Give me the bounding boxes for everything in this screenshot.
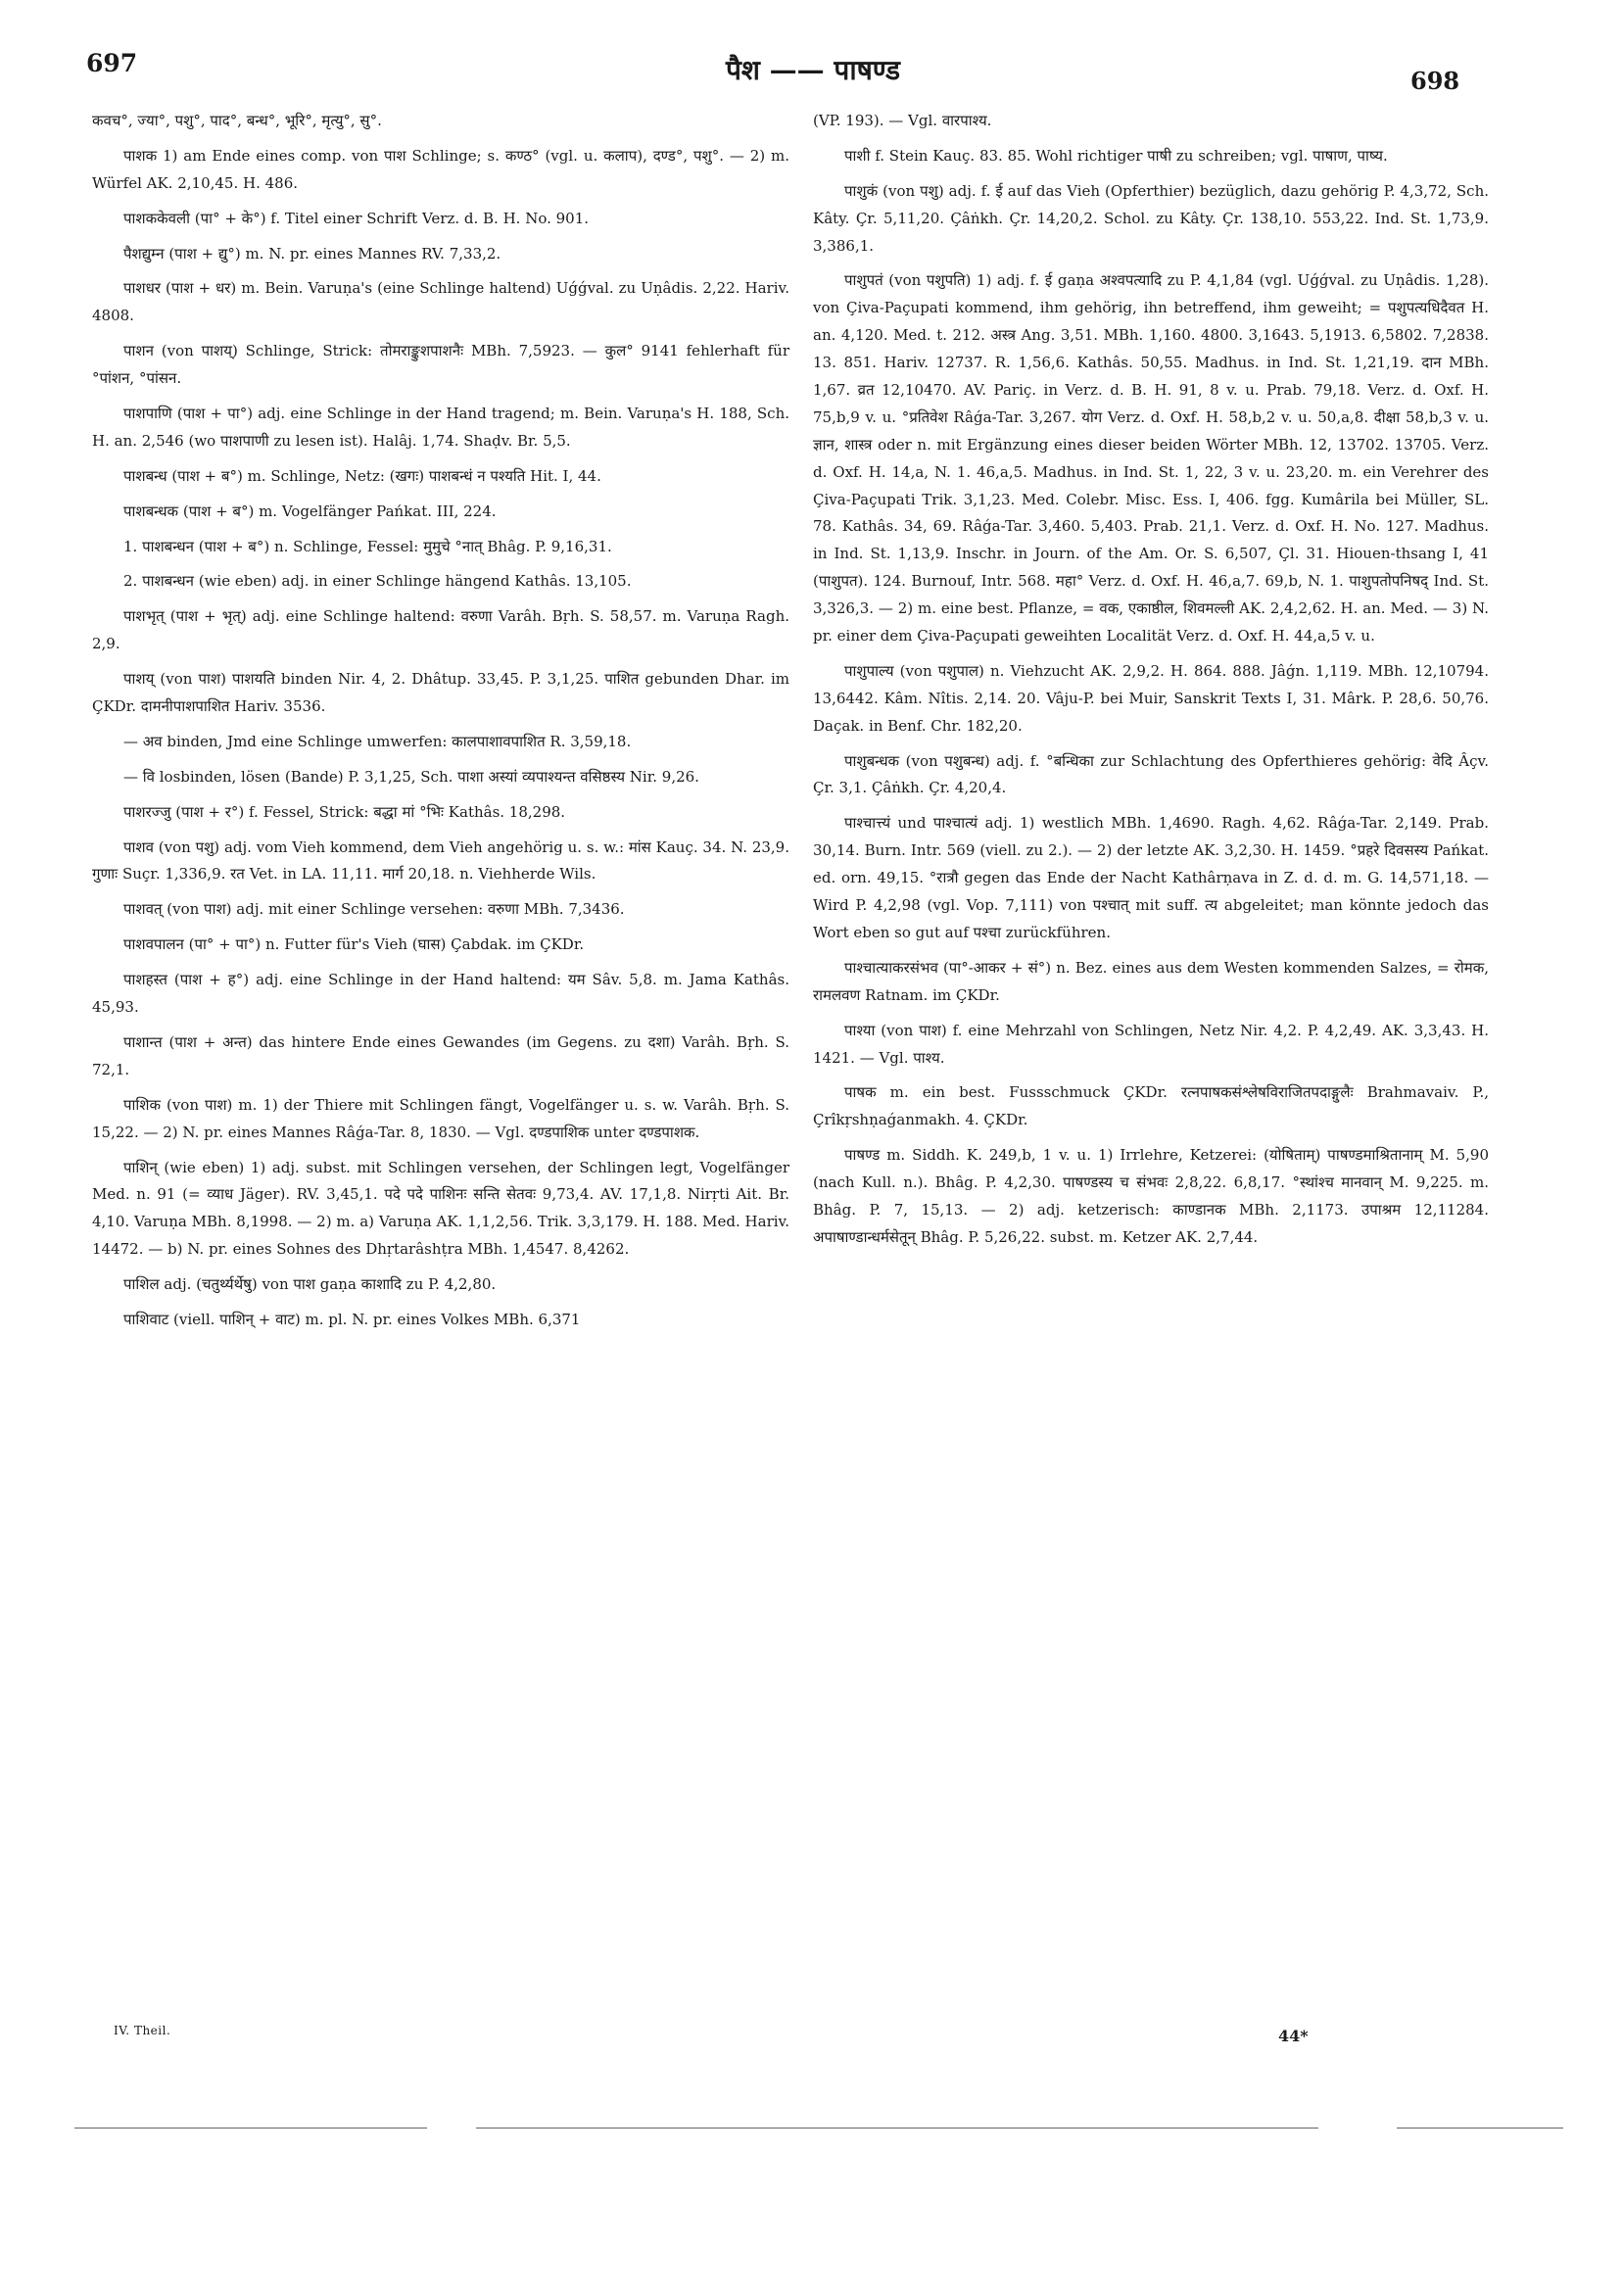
- page-number-left: 697: [86, 49, 138, 77]
- dictionary-entry: पाशिवाट (viell. पाशिन् + वाट) m. pl. N. pr. eines Volkes MBh. 6,371: [123, 1310, 581, 1328]
- dictionary-entry: पाशी f. Stein Kauç. 83. 85. Wohl richtiger पाषी zu schreiben; vgl. पाषाण, पाष्य.: [844, 146, 1388, 165]
- dictionary-entry: पाशुबन्धक (von पशुबन्ध) adj. f. °बन्धिका zur Schlachtung des Opferthieres gehörig: वेदि Âçv. Çr. 3,1. Çâṅkh. Çr. 4,20,4.: [813, 751, 1489, 797]
- dictionary-entry: पाशरज्जु (पाश + र°) f. Fessel, Strick: बद्धा मां °भिः Kathâs. 18,298.: [123, 802, 566, 821]
- dictionary-entry: पाशवत् (von पाश) adj. mit einer Schlinge versehen: वरुणा MBh. 7,3436.: [123, 900, 625, 919]
- dictionary-entry: पाश्या (von पाश) f. eine Mehrzahl von Schlingen, Netz Nir. 4,2. P. 4,2,49. AK. 3,3,43. H. 1421. — Vgl. पाश्य.: [813, 1021, 1489, 1067]
- right-column: [813, 108, 1489, 1260]
- bottom-rule: [1397, 2128, 1563, 2129]
- dictionary-entry: पाश्चात्त्यं und पाश्चात्यं adj. 1) westlich MBh. 1,4690. Ragh. 4,62. Râǵa-Tar. 2,149. Prab. 30,14. Burn. Intr. 569 (viell. zu 2.). — 2) der letzte AK. 3,2,30. H. 1459. °प्रहरे दिवसस्य Pańkat. ed. orn. 49,15. °रात्रौ gegen das Ende der Nacht Kathârṇava in Z. d. d. m. G. 14,571,18. — Wird P. 4,2,98 (vgl. Vop. 7,111) von पश्चात् mit suff. त्य abgeleitet; man könnte jedoch das Wort eben so gut auf पश्चा zurückführen.: [813, 814, 1489, 941]
- volume-note: IV. Theil.: [114, 2024, 171, 2037]
- dictionary-entry: पाशक 1) am Ende eines comp. von पाश Schlinge; s. कण्ठ° (vgl. u. कलाप), दण्ड°, पशु°. — 2) m. Würfel AK. 2,10,45. H. 486.: [92, 146, 789, 192]
- dictionary-entry: (VP. 193). — Vgl. वारपाश्य.: [813, 112, 992, 129]
- dictionary-entry: पाशबन्ध (पाश + ब°) m. Schlinge, Netz: (खगः) पाशबन्धं न पश्यति Hit. I, 44.: [123, 466, 601, 485]
- dictionary-entry: पाशहस्त (पाश + ह°) adj. eine Schlinge in der Hand haltend: यम Sâv. 5,8. m. Jama Kathâs. 45,93.: [92, 971, 789, 1017]
- dictionary-entry: पाशधर (पाश + धर) m. Bein. Varuṇa's (eine Schlinge haltend) Uǵǵval. zu Uṇâdis. 2,22. Hariv. 4808.: [92, 279, 789, 325]
- dictionary-entry: पाशान्त (पाश + अन्त) das hintere Ende eines Gewandes (im Gegens. zu दशा) Varâh. Bṛh. S. 72,1.: [92, 1032, 789, 1078]
- running-head: पैश —— पाषण्ड: [725, 54, 901, 86]
- left-column: [92, 108, 789, 1342]
- dictionary-entry: पाशुपतं (von पशुपति) 1) adj. f. ई gaṇa अश्वपत्यादि zu P. 4,1,84 (vgl. Uǵǵval. zu Uṇâdis. 1,28). von Çiva-Paçupati kommend, ihm gehörig, ihn betreffend, ihm geweiht; = पशुपत्यधिदैवत H. an. 4,120. Med. t. 212. अस्त्र Ang. 3,51. MBh. 1,160. 4800. 3,1643. 5,1913. 6,5802. 7,2838. 13. 851. Hariv. 12737. R. 1,56,6. Kathâs. 50,55. Madhus. in Ind. St. 1,21,19. दान MBh. 1,67. व्रत 12,10470. AV. Pariç. in Verz. d. B. H. 91, 8 v. u. Prab. 79,18. Verz. d. Oxf. H. 75,b,9 v. u. °प्रतिवेश Râǵa-Tar. 3,267. योग Verz. d. Oxf. H. 58,b,2 v. u. 50,a,8. दीक्षा 58,b,3 v. u. ज्ञान, शास्त्र oder n. mit Ergänzung eines dieser beiden Wörter MBh. 12, 13702. 13705. Verz. d. Oxf. H. 14,a, N. 1. 46,a,5. Madhus. in Ind. St. 1, 22, 3 v. u. 23,20. m. ein Verehrer des Çiva-Paçupati Trik. 3,1,23. Med. Colebr. Misc. Ess. I, 406. fgg. Kumârila bei Müller, SL. 78. Kathâs. 34, 69. Râǵa-Tar. 3,460. 5,403. Prab. 21,1. Verz. d. Oxf. H. No. 127. Madhus. in Ind. St. 1,13,9. Inschr. in Journ. of the Am. Or. S. 6,507, Çl. 31. Hiouen-thsang I, 41 (पाशुपत). 124. Burnouf, Intr. 568. महा° Verz. d. Oxf. H. 46,a,7. 69,b, N. 1. पाशुपतोपनिषद् Ind. St. 3,326,3. — 2) m. eine best. Pflanze, = वक, एकाष्ठील, शिवमल्ली AK. 2,4,2,62. H. an. Med. — 3) N. pr. einer dem Çiva-Paçupati geweihten Localität Verz. d. Oxf. H. 44,a,5 v. u.: [813, 271, 1489, 646]
- dictionary-entry: पाशिन् (wie eben) 1) adj. subst. mit Schlingen versehen, der Schlingen legt, Vogelfänger Med. n. 91 (= व्याध Jäger). RV. 3,45,1. पदे पदे पाशिनः सन्ति सेतवः 9,73,4. AV. 17,1,8. Nirṛti Ait. Br. 4,10. Varuṇa MBh. 8,1998. — 2) m. a) Varuṇa AK. 1,1,2,56. Trik. 3,3,179. H. 188. Med. Hariv. 14472. — b) N. pr. eines Sohnes des Dhṛtarâshṭra MBh. 1,4547. 8,4262.: [92, 1158, 789, 1259]
- dictionary-entry: पाशिक (von पाश) m. 1) der Thiere mit Schlingen fängt, Vogelfänger u. s. w. Varâh. Bṛh. S. 15,22. — 2) N. pr. eines Mannes Râǵa-Tar. 8, 1830. — Vgl. दण्डपाशिक unter दण्डपाशक.: [92, 1095, 789, 1141]
- dictionary-entry: पाशभृत् (पाश + भृत्) adj. eine Schlinge haltend: वरुणा Varâh. Bṛh. S. 58,57. m. Varuṇa Ragh. 2,9.: [92, 607, 789, 653]
- bottom-rule: [476, 2128, 1318, 2129]
- bottom-rule: [74, 2128, 427, 2129]
- page-number-right: 698: [1410, 67, 1460, 95]
- dictionary-entry: पाशककेवली (पा° + के°) f. Titel einer Schrift Verz. d. B. H. No. 901.: [123, 209, 590, 227]
- dictionary-entry: पाशव (von पशु) adj. vom Vieh kommend, dem Vieh angehörig u. s. w.: मांस Kauç. 34. N. 23,9. गुणाः Suçr. 1,336,9. रत Vet. in LA. 11,11. मार्ग 20,18. n. Viehherde Wils.: [92, 837, 789, 884]
- dictionary-entry: 2. पाशबन्धन (wie eben) adj. in einer Schlinge hängend Kathâs. 13,105.: [123, 572, 632, 591]
- dictionary-entry: पाशन (von पाशय्) Schlinge, Strick: तोमराङ्कुशपाशनैः MBh. 7,5923. — कुल° 9141 fehlerhaft für °पांशन, °पांसन.: [92, 342, 789, 388]
- dictionary-entry: पाषण्ड m. Siddh. K. 249,b, 1 v. u. 1) Irrlehre, Ketzerei: (योषिताम्) पाषण्डमाश्रितानाम् M. 5,90 (nach Kull. n.). Bhâg. P. 4,2,30. पाषण्डस्य च संभवः 2,8,22. 6,8,17. °स्थांश्च मानवान् M. 9,225. m. Bhâg. P. 7, 15,13. — 2) adj. ketzerisch: काण्डानक MBh. 2,1173. उपाश्रम 12,11284. अपाषाण्डान्धर्मसेतून् Bhâg. P. 5,26,22. subst. m. Ketzer AK. 2,7,44.: [813, 1146, 1489, 1246]
- dictionary-entry: पाश्चात्याकरसंभव (पा°-आकर + सं°) n. Bez. eines aus dem Westen kommenden Salzes, = रोमक, रामलवण Ratnam. im ÇKDr.: [813, 958, 1489, 1004]
- dictionary-entry: पाशपाणि (पाश + पा°) adj. eine Schlinge in der Hand tragend; m. Bein. Varuṇa's H. 188, Sch. H. an. 2,546 (wo पाशपाणी zu lesen ist). Halâj. 1,74. Shaḍv. Br. 5,5.: [92, 405, 789, 450]
- dictionary-entry: पैशद्युम्न (पाश + द्यु°) m. N. pr. eines Mannes RV. 7,33,2.: [123, 244, 501, 263]
- dictionary-entry: पाशवपालन (पा° + पा°) n. Futter für's Vieh (घास) Çabdak. im ÇKDr.: [123, 935, 585, 954]
- dictionary-entry: कवच°, ज्या°, पशु°, पाद°, बन्ध°, भूरि°, मृत्यु°, सु°.: [92, 112, 382, 129]
- dictionary-entry: पाषक m. ein best. Fussschmuck ÇKDr. रत्नपाषकसंश्लेषविराजितपदाङ्गुलैः Brahmavaiv. P., Çrîkṛshṇaǵanmakh. 4. ÇKDr.: [813, 1083, 1489, 1129]
- dictionary-entry: — वि losbinden, lösen (Bande) P. 3,1,25, Sch. पाशा अस्यां व्यपाश्यन्त वसिष्ठस्य Nir. 9,26.: [123, 767, 699, 786]
- dictionary-entry: पाशुपाल्य (von पशुपाल) n. Viehzucht AK. 2,9,2. H. 864. 888. Jâǵn. 1,119. MBh. 12,10794. 13,6442. Kâm. Nîtis. 2,14. 20. Vâju-P. bei Muir, Sanskrit Texts I, 31. Mârk. P. 28,6. 50,76. Daçak. in Benf. Chr. 182,20.: [813, 661, 1489, 735]
- dictionary-entry: पाशुकं (von पशु) adj. f. ई auf das Vieh (Opferthier) bezüglich, dazu gehörig P. 4,3,72, Sch. Kâty. Çr. 5,11,20. Çâṅkh. Çr. 14,20,2. Schol. zu Kâty. Çr. 138,10. 553,22. Ind. St. 1,73,9. 3,386,1.: [813, 181, 1489, 255]
- dictionary-entry: 1. पाशबन्धन (पाश + ब°) n. Schlinge, Fessel: मुमुचे °नात् Bhâg. P. 9,16,31.: [123, 537, 612, 555]
- dictionary-entry: — अव binden, Jmd eine Schlinge umwerfen: कालपाशावपाशित R. 3,59,18.: [123, 732, 632, 750]
- signature-mark: 44*: [1278, 2027, 1309, 2045]
- dictionary-entry: पाशबन्धक (पाश + ब°) m. Vogelfänger Pańkat. III, 224.: [123, 502, 497, 520]
- dictionary-entry: पाशिल adj. (चतुर्थ्यर्थेषु) von पाश gaṇa काशादि zu P. 4,2,80.: [123, 1275, 497, 1294]
- dictionary-entry: पाशय् (von पाश) पाशयति binden Nir. 4, 2. Dhâtup. 33,45. P. 3,1,25. पाशित gebunden Dhar. im ÇKDr. दामनीपाशपाशित Hariv. 3536.: [92, 670, 789, 716]
